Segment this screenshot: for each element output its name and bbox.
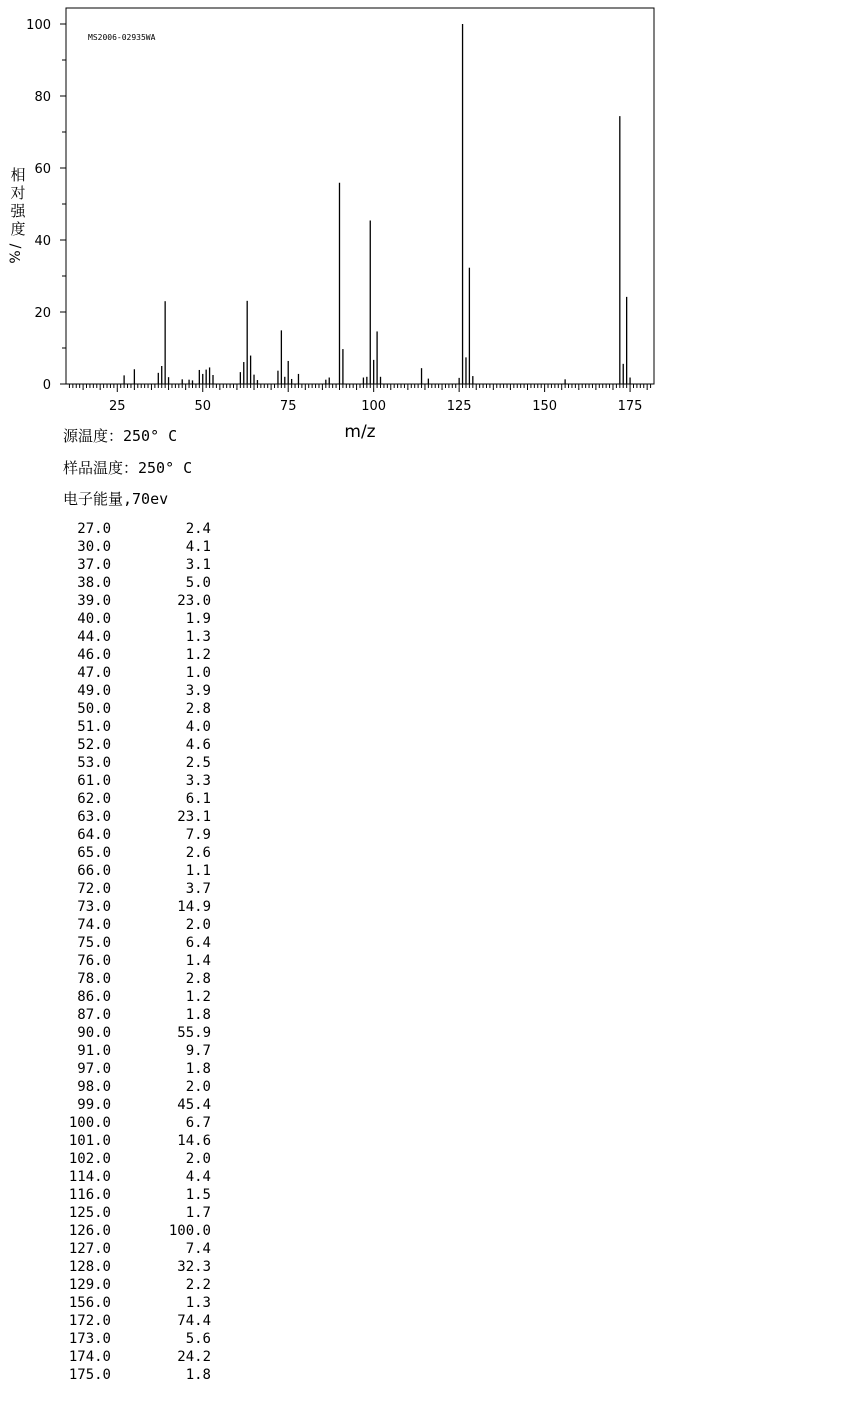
abundance-value: 3.7 xyxy=(185,881,211,897)
abundance-value: 1.7 xyxy=(185,1205,211,1221)
x-tick-label: 50 xyxy=(194,399,212,414)
table-row xyxy=(56,1024,216,1042)
table-row xyxy=(56,772,216,790)
mz-value: 27.0 xyxy=(77,521,111,537)
table-row xyxy=(56,826,216,844)
table-row xyxy=(56,646,216,664)
table-row xyxy=(56,556,216,574)
abundance-value: 4.4 xyxy=(185,1169,211,1185)
mz-value: 100.0 xyxy=(68,1115,111,1131)
peak-table xyxy=(56,520,216,1384)
abundance-value: 3.1 xyxy=(185,557,211,573)
mz-value: 90.0 xyxy=(77,1025,111,1041)
abundance-value: 4.6 xyxy=(185,737,211,753)
mz-value: 98.0 xyxy=(77,1079,111,1095)
mz-value: 127.0 xyxy=(68,1241,111,1257)
abundance-value: 2.4 xyxy=(185,521,211,537)
table-row xyxy=(56,736,216,754)
mz-value: 47.0 xyxy=(77,665,111,681)
abundance-value: 3.3 xyxy=(185,773,211,789)
mz-value: 51.0 xyxy=(77,719,111,735)
abundance-value: 9.7 xyxy=(185,1043,211,1059)
table-row xyxy=(56,1168,216,1186)
mz-value: 52.0 xyxy=(77,737,111,753)
abundance-value: 1.0 xyxy=(185,665,211,681)
mz-value: 172.0 xyxy=(68,1313,111,1329)
table-row xyxy=(56,538,216,556)
table-row xyxy=(56,1240,216,1258)
table-row xyxy=(56,1366,216,1384)
table-row xyxy=(56,682,216,700)
sample-temperature: 样品温度：250° C xyxy=(63,459,193,477)
mz-value: 74.0 xyxy=(77,917,111,933)
table-row xyxy=(56,934,216,952)
mz-value: 91.0 xyxy=(77,1043,111,1059)
mz-value: 114.0 xyxy=(68,1169,111,1185)
abundance-value: 32.3 xyxy=(177,1259,211,1275)
x-axis xyxy=(69,384,650,414)
table-row xyxy=(56,862,216,880)
table-row xyxy=(56,664,216,682)
peak-bars xyxy=(124,24,630,384)
x-tick-label: 175 xyxy=(617,399,643,414)
table-row xyxy=(56,1294,216,1312)
x-axis-label: m/z xyxy=(344,422,376,442)
mz-value: 37.0 xyxy=(77,557,111,573)
y-label-char: 对 xyxy=(10,184,26,202)
table-row xyxy=(56,1276,216,1294)
y-label-char: 相 xyxy=(10,166,26,184)
abundance-value: 1.8 xyxy=(185,1007,211,1023)
abundance-value: 1.2 xyxy=(185,989,211,1005)
table-row xyxy=(56,700,216,718)
mz-value: 156.0 xyxy=(68,1295,111,1311)
table-row xyxy=(56,1150,216,1168)
table-row xyxy=(56,1222,216,1240)
mz-value: 128.0 xyxy=(68,1259,111,1275)
y-tick-label: 20 xyxy=(34,306,51,321)
abundance-value: 1.2 xyxy=(185,647,211,663)
table-row xyxy=(56,1078,216,1096)
y-axis-label xyxy=(8,166,26,264)
electron-energy: 电子能量,70ev xyxy=(63,490,169,508)
x-tick-label: 100 xyxy=(361,399,387,414)
mz-value: 78.0 xyxy=(77,971,111,987)
table-row xyxy=(56,1006,216,1024)
abundance-value: 4.0 xyxy=(185,719,211,735)
abundance-value: 1.8 xyxy=(185,1061,211,1077)
y-tick-label: 100 xyxy=(26,18,51,33)
mz-value: 101.0 xyxy=(68,1133,111,1149)
mz-value: 174.0 xyxy=(68,1349,111,1365)
mz-value: 39.0 xyxy=(77,593,111,609)
abundance-value: 1.1 xyxy=(185,863,211,879)
mz-value: 53.0 xyxy=(77,755,111,771)
mz-value: 76.0 xyxy=(77,953,111,969)
abundance-value: 1.8 xyxy=(185,1367,211,1383)
table-row xyxy=(56,1114,216,1132)
table-row xyxy=(56,880,216,898)
table-row xyxy=(56,1204,216,1222)
abundance-value: 2.8 xyxy=(185,971,211,987)
abundance-value: 2.0 xyxy=(185,1079,211,1095)
mz-value: 129.0 xyxy=(68,1277,111,1293)
mz-value: 173.0 xyxy=(68,1331,111,1347)
mz-value: 116.0 xyxy=(68,1187,111,1203)
table-row xyxy=(56,610,216,628)
abundance-value: 5.6 xyxy=(185,1331,211,1347)
abundance-value: 2.8 xyxy=(185,701,211,717)
table-row xyxy=(56,916,216,934)
mz-value: 102.0 xyxy=(68,1151,111,1167)
mz-value: 72.0 xyxy=(77,881,111,897)
mass-spectrum-chart xyxy=(0,0,850,450)
abundance-value: 100.0 xyxy=(168,1223,211,1239)
table-row xyxy=(56,1132,216,1150)
abundance-value: 23.0 xyxy=(177,593,211,609)
abundance-value: 7.4 xyxy=(185,1241,211,1257)
source-temperature: 源温度：250° C xyxy=(63,427,178,445)
abundance-value: 2.5 xyxy=(185,755,211,771)
y-label-char: 强 xyxy=(10,202,26,220)
abundance-value: 6.4 xyxy=(185,935,211,951)
abundance-value: 5.0 xyxy=(185,575,211,591)
mz-value: 64.0 xyxy=(77,827,111,843)
y-tick-label: 40 xyxy=(34,234,51,249)
mz-value: 66.0 xyxy=(77,863,111,879)
abundance-value: 2.0 xyxy=(185,917,211,933)
mz-value: 38.0 xyxy=(77,575,111,591)
abundance-value: 45.4 xyxy=(177,1097,211,1113)
abundance-value: 6.7 xyxy=(185,1115,211,1131)
table-row xyxy=(56,1348,216,1366)
mz-value: 99.0 xyxy=(77,1097,111,1113)
y-tick-label: 0 xyxy=(42,378,51,393)
y-label-char: % xyxy=(8,250,24,264)
abundance-value: 14.6 xyxy=(177,1133,211,1149)
table-row xyxy=(56,754,216,772)
table-row xyxy=(56,592,216,610)
abundance-value: 4.1 xyxy=(185,539,211,555)
abundance-value: 24.2 xyxy=(177,1349,211,1365)
abundance-value: 7.9 xyxy=(185,827,211,843)
mz-value: 73.0 xyxy=(77,899,111,915)
x-tick-label: 150 xyxy=(532,399,558,414)
x-tick-label: 75 xyxy=(279,399,297,414)
abundance-value: 1.5 xyxy=(185,1187,211,1203)
table-row xyxy=(56,574,216,592)
abundance-value: 55.9 xyxy=(177,1025,211,1041)
mz-value: 175.0 xyxy=(68,1367,111,1383)
abundance-value: 1.3 xyxy=(185,629,211,645)
mz-value: 44.0 xyxy=(77,629,111,645)
table-row xyxy=(56,898,216,916)
y-tick-label: 80 xyxy=(34,90,51,105)
table-row xyxy=(56,718,216,736)
abundance-value: 6.1 xyxy=(185,791,211,807)
abundance-value: 2.6 xyxy=(185,845,211,861)
table-row xyxy=(56,520,216,538)
table-row xyxy=(56,1186,216,1204)
y-tick-label: 60 xyxy=(34,162,51,177)
mz-value: 75.0 xyxy=(77,935,111,951)
table-row xyxy=(56,1096,216,1114)
mz-value: 61.0 xyxy=(77,773,111,789)
mz-value: 40.0 xyxy=(77,611,111,627)
mz-value: 49.0 xyxy=(77,683,111,699)
table-row xyxy=(56,970,216,988)
y-label-char: 度 xyxy=(10,220,26,238)
table-row xyxy=(56,988,216,1006)
abundance-value: 3.9 xyxy=(185,683,211,699)
table-row xyxy=(56,952,216,970)
table-row xyxy=(56,628,216,646)
mz-value: 97.0 xyxy=(77,1061,111,1077)
abundance-value: 2.2 xyxy=(185,1277,211,1293)
spectrum-id: MS2006-02935WA xyxy=(88,33,156,42)
abundance-value: 14.9 xyxy=(177,899,211,915)
mz-value: 126.0 xyxy=(68,1223,111,1239)
abundance-value: 1.3 xyxy=(185,1295,211,1311)
table-row xyxy=(56,1258,216,1276)
abundance-value: 74.4 xyxy=(177,1313,211,1329)
abundance-value: 1.9 xyxy=(185,611,211,627)
y-label-char: / xyxy=(8,243,24,249)
mz-value: 125.0 xyxy=(68,1205,111,1221)
table-row xyxy=(56,808,216,826)
mz-value: 65.0 xyxy=(77,845,111,861)
table-row xyxy=(56,1330,216,1348)
mz-value: 50.0 xyxy=(77,701,111,717)
table-row xyxy=(56,844,216,862)
plot-frame xyxy=(66,8,654,384)
abundance-value: 2.0 xyxy=(185,1151,211,1167)
mz-value: 62.0 xyxy=(77,791,111,807)
mz-value: 30.0 xyxy=(77,539,111,555)
mz-value: 86.0 xyxy=(77,989,111,1005)
table-row xyxy=(56,790,216,808)
y-axis xyxy=(26,18,66,393)
table-row xyxy=(56,1312,216,1330)
table-row xyxy=(56,1042,216,1060)
mz-value: 46.0 xyxy=(77,647,111,663)
x-tick-label: 125 xyxy=(446,399,472,414)
table-row xyxy=(56,1060,216,1078)
x-tick-label: 25 xyxy=(109,399,126,414)
mz-value: 63.0 xyxy=(77,809,111,825)
abundance-value: 1.4 xyxy=(185,953,211,969)
abundance-value: 23.1 xyxy=(177,809,211,825)
mz-value: 87.0 xyxy=(77,1007,111,1023)
